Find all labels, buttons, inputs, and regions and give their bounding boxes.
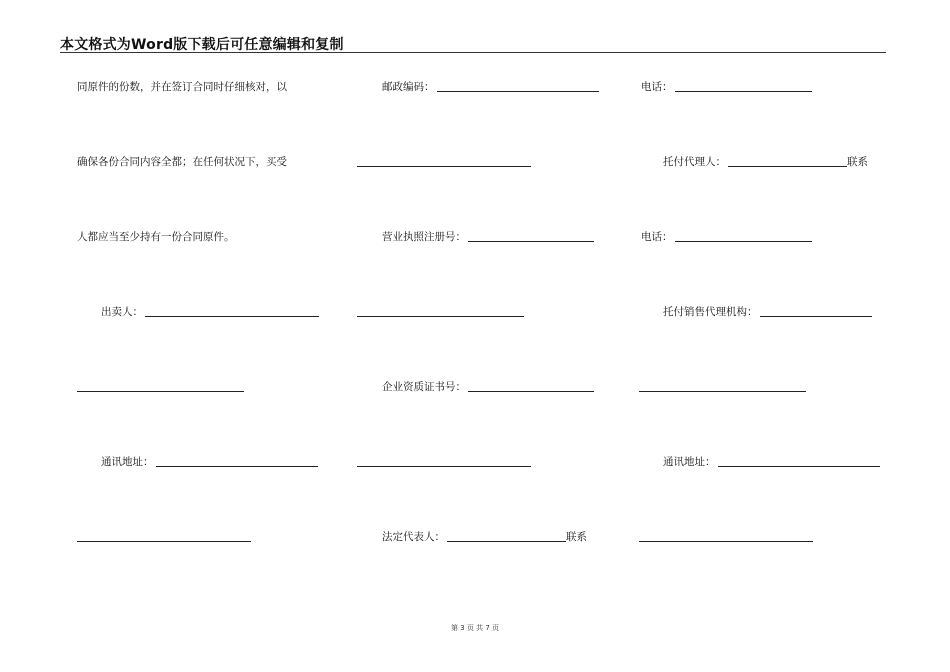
blank-field xyxy=(639,381,886,456)
blank-line xyxy=(357,456,531,467)
column-right xyxy=(639,81,886,606)
address-label: 通讯地址： xyxy=(101,456,154,468)
blank-field xyxy=(639,531,886,606)
blank-line xyxy=(357,306,524,317)
legal-rep-label: 法定代表人： xyxy=(382,531,445,543)
business-license-label: 营业执照注册号： xyxy=(382,231,466,243)
seller-label: 出卖人： xyxy=(101,306,143,318)
business-license-blank-line xyxy=(468,231,594,242)
agent-blank-line xyxy=(728,156,847,167)
phone-blank-line xyxy=(675,231,812,242)
postal-code-blank-line xyxy=(437,81,599,92)
agent-field xyxy=(639,156,886,231)
column-middle xyxy=(357,81,617,606)
qualification-cert-blank-line xyxy=(468,381,594,392)
blank-field xyxy=(357,306,617,381)
qualification-cert-field xyxy=(357,381,617,456)
phone-field xyxy=(639,231,886,306)
text-line xyxy=(77,231,347,306)
text-line xyxy=(77,81,347,156)
paragraph-text: 人都应当至少持有一份合同原件。 xyxy=(77,231,235,243)
legal-rep-blank-line xyxy=(447,531,566,542)
blank-field xyxy=(77,381,347,456)
blank-field xyxy=(357,456,617,531)
address-field xyxy=(639,456,886,531)
phone-blank-line xyxy=(675,81,812,92)
legal-rep-field xyxy=(357,531,617,606)
seller-blank-line xyxy=(145,306,319,317)
agent-label: 托付代理人： xyxy=(663,156,726,168)
header-divider xyxy=(60,52,886,53)
agent-suffix: 联系 xyxy=(847,156,868,168)
page-number: 第 3 页 共 7 页 xyxy=(450,624,500,632)
address-field xyxy=(77,456,347,531)
sales-agency-label: 托付销售代理机构： xyxy=(663,306,758,318)
postal-code-label: 邮政编码： xyxy=(382,81,435,93)
blank-line xyxy=(639,381,806,392)
blank-field xyxy=(357,156,617,231)
text-line xyxy=(77,156,347,231)
blank-line xyxy=(357,156,531,167)
sales-agency-blank-line xyxy=(760,306,872,317)
legal-rep-suffix: 联系 xyxy=(566,531,587,543)
address-blank-line xyxy=(156,456,318,467)
paragraph-text: 同原件的份数，并在签订合同时仔细核对，以 xyxy=(77,81,287,93)
blank-line xyxy=(639,531,813,542)
paragraph-text: 确保各份合同内容全都；在任何状况下，买受 xyxy=(77,156,287,168)
column-left xyxy=(77,81,347,606)
seller-field xyxy=(77,306,347,381)
blank-line xyxy=(77,531,251,542)
address-label: 通讯地址： xyxy=(663,456,716,468)
blank-line xyxy=(77,381,244,392)
phone-label: 电话： xyxy=(641,81,673,93)
sales-agency-field xyxy=(639,306,886,381)
qualification-cert-label: 企业资质证书号： xyxy=(382,381,466,393)
address-blank-line xyxy=(718,456,880,467)
phone-field xyxy=(639,81,886,156)
business-license-field xyxy=(357,231,617,306)
blank-field xyxy=(77,531,347,606)
phone-label: 电话： xyxy=(641,231,673,243)
postal-code-field xyxy=(357,81,617,156)
document-header-title: 本文格式为Word版下载后可任意编辑和复制 xyxy=(60,37,344,53)
